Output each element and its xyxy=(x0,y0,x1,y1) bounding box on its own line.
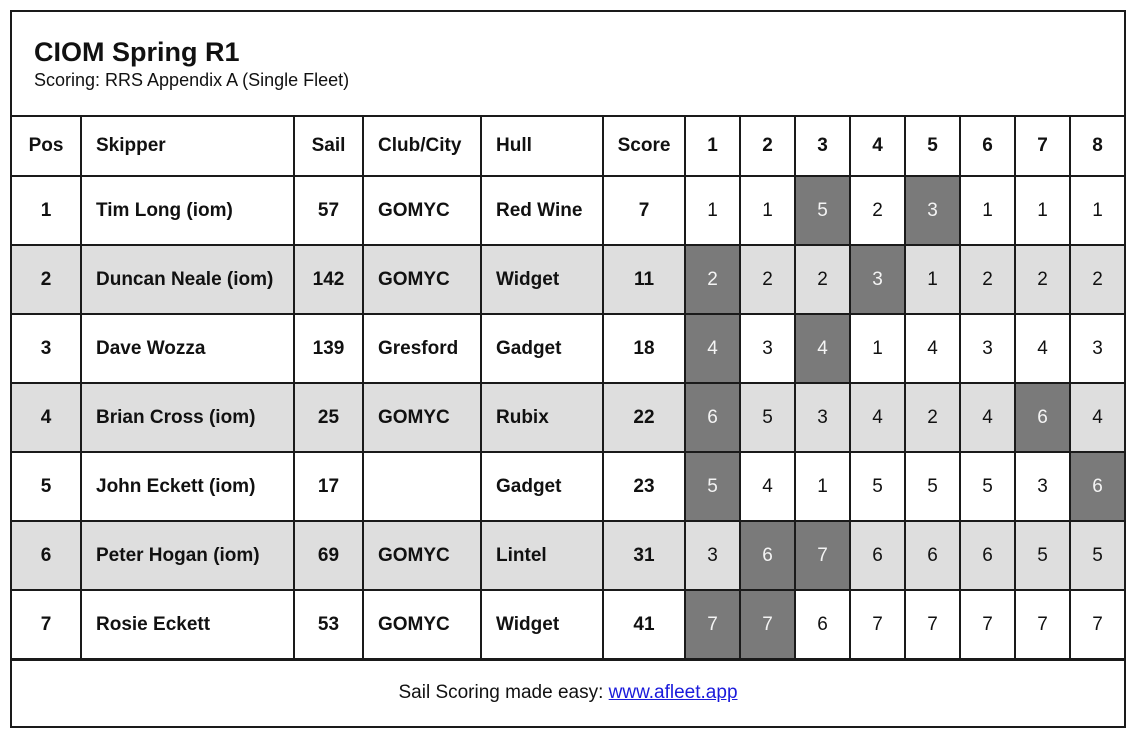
race-result: 2 xyxy=(960,245,1015,314)
column-header-skipper: Skipper xyxy=(81,117,294,176)
race-result: 5 xyxy=(740,383,795,452)
position-cell: 7 xyxy=(12,590,81,659)
race-result: 3 xyxy=(795,383,850,452)
sail-number-cell: 142 xyxy=(294,245,363,314)
hull-cell: Rubix xyxy=(481,383,603,452)
race-result-discarded: 2 xyxy=(685,245,740,314)
race-result: 3 xyxy=(960,314,1015,383)
column-header-3: 3 xyxy=(795,117,850,176)
race-result: 4 xyxy=(740,452,795,521)
skipper-cell: John Eckett (iom) xyxy=(81,452,294,521)
sail-number-cell: 25 xyxy=(294,383,363,452)
race-result-discarded: 6 xyxy=(740,521,795,590)
column-header-sail: Sail xyxy=(294,117,363,176)
sail-number-cell: 57 xyxy=(294,176,363,245)
race-result-discarded: 7 xyxy=(740,590,795,659)
race-result: 6 xyxy=(850,521,905,590)
race-result: 6 xyxy=(795,590,850,659)
race-result-discarded: 6 xyxy=(685,383,740,452)
race-result-discarded: 3 xyxy=(905,176,960,245)
column-header-8: 8 xyxy=(1070,117,1124,176)
race-result: 1 xyxy=(685,176,740,245)
club-cell: GOMYC xyxy=(363,245,481,314)
race-result: 1 xyxy=(850,314,905,383)
results-sheet xyxy=(10,10,1126,728)
score-cell: 11 xyxy=(603,245,685,314)
race-result: 1 xyxy=(1070,176,1124,245)
skipper-cell: Dave Wozza xyxy=(81,314,294,383)
race-result: 1 xyxy=(960,176,1015,245)
race-result-discarded: 5 xyxy=(795,176,850,245)
hull-cell: Gadget xyxy=(481,314,603,383)
race-result: 7 xyxy=(960,590,1015,659)
sail-number-cell: 53 xyxy=(294,590,363,659)
sail-number-cell: 139 xyxy=(294,314,363,383)
race-result: 4 xyxy=(1070,383,1124,452)
race-result: 3 xyxy=(685,521,740,590)
race-result: 3 xyxy=(1015,452,1070,521)
race-result: 4 xyxy=(960,383,1015,452)
race-result-discarded: 4 xyxy=(795,314,850,383)
table-row xyxy=(12,245,1124,314)
sail-number-cell: 69 xyxy=(294,521,363,590)
race-result: 7 xyxy=(1015,590,1070,659)
race-result: 2 xyxy=(1070,245,1124,314)
club-cell: GOMYC xyxy=(363,383,481,452)
race-result: 2 xyxy=(740,245,795,314)
column-header-6: 6 xyxy=(960,117,1015,176)
club-cell: GOMYC xyxy=(363,521,481,590)
table-row xyxy=(12,383,1124,452)
race-result: 6 xyxy=(960,521,1015,590)
hull-cell: Widget xyxy=(481,590,603,659)
race-result: 1 xyxy=(795,452,850,521)
score-cell: 7 xyxy=(603,176,685,245)
position-cell: 1 xyxy=(12,176,81,245)
column-header-club-city: Club/City xyxy=(363,117,481,176)
race-result: 5 xyxy=(1070,521,1124,590)
race-result: 1 xyxy=(1015,176,1070,245)
score-cell: 22 xyxy=(603,383,685,452)
column-header-2: 2 xyxy=(740,117,795,176)
race-result: 7 xyxy=(905,590,960,659)
race-result-discarded: 6 xyxy=(1015,383,1070,452)
hull-cell: Red Wine xyxy=(481,176,603,245)
race-result: 1 xyxy=(740,176,795,245)
race-result: 2 xyxy=(1015,245,1070,314)
race-result: 7 xyxy=(1070,590,1124,659)
column-header-1: 1 xyxy=(685,117,740,176)
table-row xyxy=(12,314,1124,383)
footer-text: Sail Scoring made easy: xyxy=(398,682,609,703)
table-row xyxy=(12,176,1124,245)
race-result: 5 xyxy=(850,452,905,521)
column-header-4: 4 xyxy=(850,117,905,176)
race-result: 2 xyxy=(850,176,905,245)
race-result-discarded: 6 xyxy=(1070,452,1124,521)
event-title: CIOM Spring R1 xyxy=(34,37,240,67)
hull-cell: Gadget xyxy=(481,452,603,521)
club-cell: Gresford xyxy=(363,314,481,383)
club-cell xyxy=(363,452,481,521)
column-header-5: 5 xyxy=(905,117,960,176)
sail-number-cell: 17 xyxy=(294,452,363,521)
race-result: 1 xyxy=(905,245,960,314)
position-cell: 3 xyxy=(12,314,81,383)
afleet-link[interactable]: www.afleet.app xyxy=(608,682,738,703)
column-header-score: Score xyxy=(603,117,685,176)
race-result: 5 xyxy=(960,452,1015,521)
score-cell: 41 xyxy=(603,590,685,659)
hull-cell: Widget xyxy=(481,245,603,314)
club-cell: GOMYC xyxy=(363,176,481,245)
skipper-cell: Duncan Neale (iom) xyxy=(81,245,294,314)
race-result-discarded: 7 xyxy=(795,521,850,590)
race-result-discarded: 5 xyxy=(685,452,740,521)
table-body xyxy=(12,176,1124,659)
race-result: 5 xyxy=(1015,521,1070,590)
race-result: 4 xyxy=(905,314,960,383)
column-header-hull: Hull xyxy=(481,117,603,176)
race-result: 2 xyxy=(905,383,960,452)
results-header xyxy=(12,12,1124,117)
table-header-row xyxy=(12,117,1124,176)
race-result: 4 xyxy=(850,383,905,452)
race-result: 7 xyxy=(850,590,905,659)
position-cell: 4 xyxy=(12,383,81,452)
race-result-discarded: 4 xyxy=(685,314,740,383)
race-result-discarded: 7 xyxy=(685,590,740,659)
club-cell: GOMYC xyxy=(363,590,481,659)
race-result: 5 xyxy=(905,452,960,521)
column-header-7: 7 xyxy=(1015,117,1070,176)
position-cell: 5 xyxy=(12,452,81,521)
score-cell: 23 xyxy=(603,452,685,521)
race-result: 2 xyxy=(795,245,850,314)
race-result: 6 xyxy=(905,521,960,590)
footer xyxy=(12,659,1124,726)
scoring-system: Scoring: RRS Appendix A (Single Fleet) xyxy=(34,70,350,90)
position-cell: 6 xyxy=(12,521,81,590)
race-result: 3 xyxy=(740,314,795,383)
table-row xyxy=(12,521,1124,590)
table-row xyxy=(12,590,1124,659)
skipper-cell: Peter Hogan (iom) xyxy=(81,521,294,590)
table-row xyxy=(12,452,1124,521)
race-result-discarded: 3 xyxy=(850,245,905,314)
score-cell: 31 xyxy=(603,521,685,590)
column-header-pos: Pos xyxy=(12,117,81,176)
skipper-cell: Brian Cross (iom) xyxy=(81,383,294,452)
race-result: 3 xyxy=(1070,314,1124,383)
position-cell: 2 xyxy=(12,245,81,314)
hull-cell: Lintel xyxy=(481,521,603,590)
skipper-cell: Tim Long (iom) xyxy=(81,176,294,245)
skipper-cell: Rosie Eckett xyxy=(81,590,294,659)
race-result: 4 xyxy=(1015,314,1070,383)
results-table xyxy=(12,117,1124,660)
score-cell: 18 xyxy=(603,314,685,383)
